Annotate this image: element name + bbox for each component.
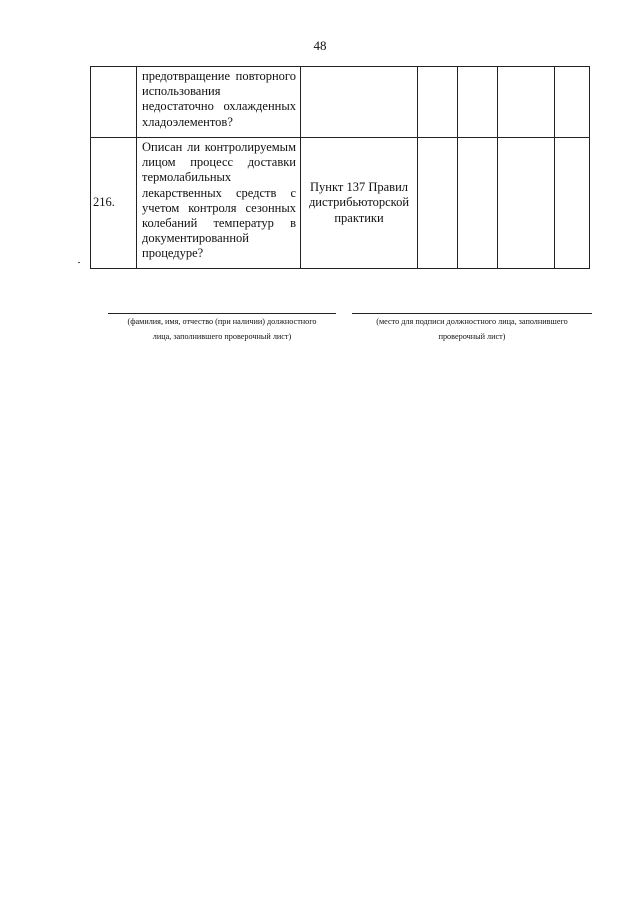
question-line: лекарственных средств с [142, 185, 296, 200]
question-line: процедуре? [142, 246, 204, 261]
comment-cell[interactable] [555, 67, 590, 138]
reference-cell [301, 138, 418, 269]
question-line: термолабильных [142, 170, 232, 185]
reference-cell [301, 67, 418, 138]
reference-line: практики [334, 210, 384, 225]
checklist-table [90, 66, 590, 269]
question-line: Описан ли контролируемым [142, 140, 296, 154]
question-line: хладоэлементов? [142, 114, 233, 129]
answer-cell-yes[interactable] [418, 67, 458, 138]
answer-cell-na[interactable] [498, 67, 555, 138]
comment-cell[interactable] [555, 138, 590, 269]
row-number-cell [91, 67, 137, 138]
signature-line[interactable] [352, 313, 592, 314]
page-number: 48 [313, 38, 327, 53]
question-line: учетом контроля сезонных [142, 200, 296, 215]
signature-caption-line2: проверочный лист) [438, 332, 506, 341]
answer-cell-no[interactable] [458, 67, 498, 138]
row-number-cell: 216. [91, 138, 137, 269]
answer-cell-no[interactable] [458, 138, 498, 269]
answer-cell-yes[interactable] [418, 138, 458, 269]
table-row [91, 138, 590, 269]
question-line: недостаточно охлажденных [142, 99, 296, 114]
question-line: предотвращение повторного [142, 69, 296, 83]
signature-caption-line1: (место для подписи должностного лица, заполнившего [376, 317, 568, 326]
name-caption-line1: (фамилия, имя, отчество (при наличии) должностного [127, 317, 317, 326]
question-cell [137, 67, 301, 138]
question-cell [137, 138, 301, 269]
name-caption-line2: лица, заполнившего проверочный лист) [152, 332, 292, 341]
reference-line: дистрибьюторской [308, 195, 410, 210]
question-line: использования [142, 84, 221, 99]
question-line: документированной [142, 231, 249, 246]
question-line: лицом процесс доставки [142, 155, 296, 170]
table-row [91, 67, 590, 138]
answer-cell-na[interactable] [498, 138, 555, 269]
reference-line: Пункт 137 Правил [310, 180, 408, 195]
margin-mark [78, 262, 80, 263]
name-signature-line[interactable] [108, 313, 336, 314]
question-line: колебаний температур в [142, 216, 296, 231]
